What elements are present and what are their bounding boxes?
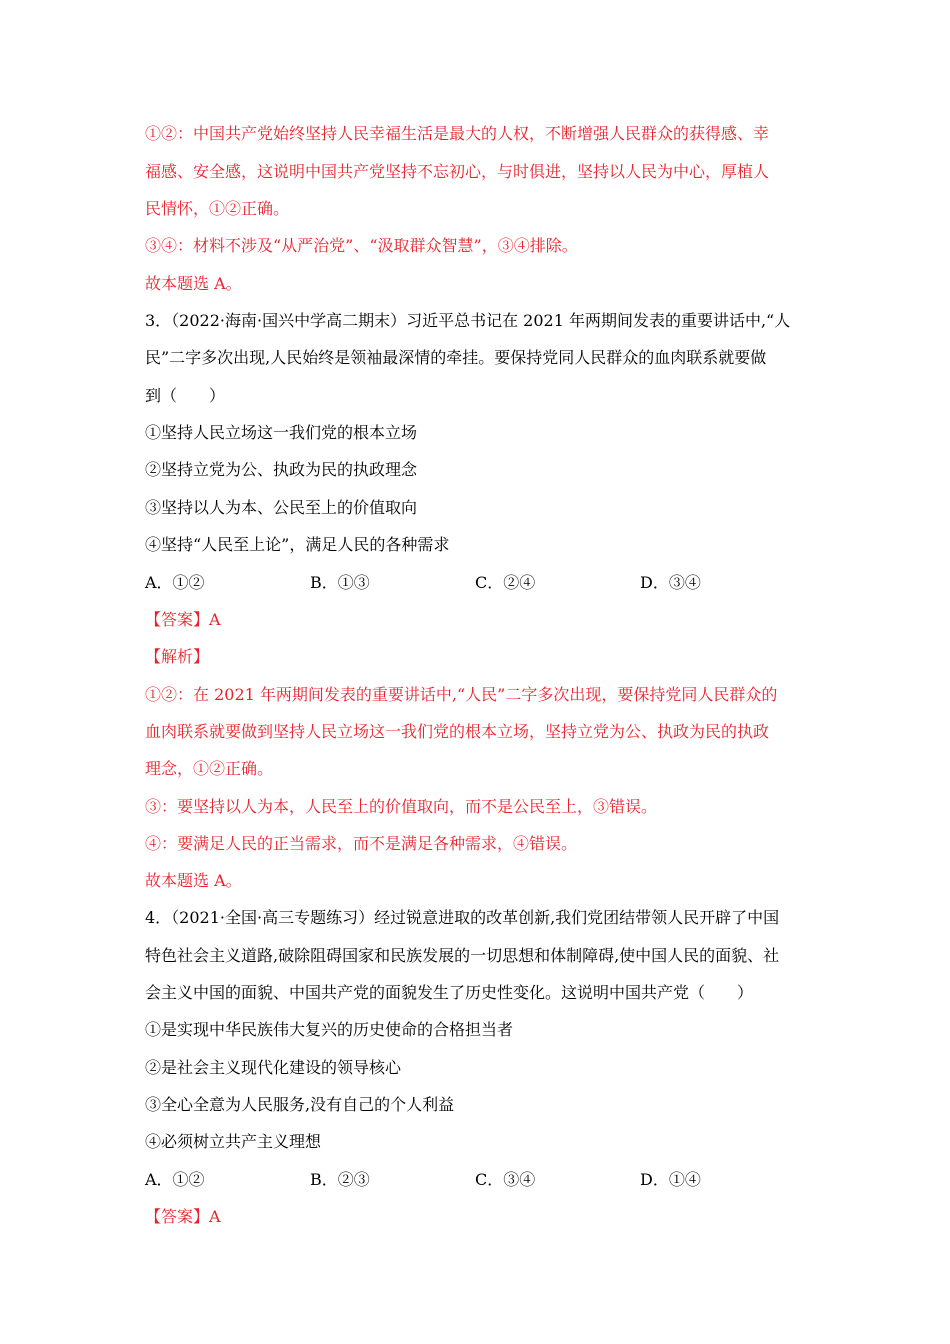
q3-analysis-label: 【解析】 [145,647,210,666]
q3-option-c: C．②④ [475,573,536,592]
q3-analysis-line-4: ③：要坚持以人为本，人民至上的价值取向，而不是公民至上，③错误。 [145,797,658,816]
q4-item-2: ②是社会主义现代化建设的领导核心 [145,1058,402,1077]
q4-item-3: ③全心全意为人民服务,没有自己的个人利益 [145,1095,455,1114]
q3-conclusion: 故本题选 A。 [145,871,242,890]
q3-item-4: ④坚持“人民至上论”，满足人民的各种需求 [145,535,450,554]
q3-analysis-line-5: ④：要满足人民的正当需求，而不是满足各种需求，④错误。 [145,834,578,853]
q3-option-a: A．①② [145,573,205,592]
q4-item-4: ④必须树立共产主义理想 [145,1132,322,1151]
q4-stem-line-2: 特色社会主义道路,破除阻碍国家和民族发展的一切思想和体制障碍,使中国人民的面貌、社 [145,946,780,965]
q3-stem-line-2: 民”二字多次出现,人民始终是领袖最深情的牵挂。要保持党同人民群众的血肉联系就要做 [145,348,767,367]
q2-analysis-line-3: 民情怀，①②正确。 [145,199,290,218]
q4-item-1: ①是实现中华民族伟大复兴的历史使命的合格担当者 [145,1020,514,1039]
q2-analysis-line-2: 福感、安全感，这说明中国共产党坚持不忘初心，与时俱进，坚持以人民为中心，厚植人 [145,162,770,181]
q3-analysis-line-2: 血肉联系就要做到坚持人民立场这一我们党的根本立场，坚持立党为公、执政为民的执政 [145,722,770,741]
q3-answer: 【答案】A [145,610,221,629]
q4-option-c: C．③④ [475,1170,536,1189]
q3-stem-line-3: 到（ ） [145,386,226,405]
q4-option-b: B．②③ [310,1170,370,1189]
q3-option-d: D．③④ [640,573,701,592]
q2-analysis-line-4: ③④：材料不涉及“从严治党”、“汲取群众智慧”，③④排除。 [145,236,578,255]
q4-answer: 【答案】A [145,1207,221,1226]
q3-analysis-line-3: 理念，①②正确。 [145,759,274,778]
q2-analysis-line-1: ①②：中国共产党始终坚持人民幸福生活是最大的人权，不断增强人民群众的获得感、幸 [145,124,770,143]
q3-item-3: ③坚持以人为本、公民至上的价值取向 [145,498,418,517]
q4-stem-line-3: 会主义中国的面貌、中国共产党的面貌发生了历史性变化。这说明中国共产党（ ） [145,983,754,1002]
q4-option-a: A．①② [145,1170,205,1189]
q3-item-1: ①坚持人民立场这一我们党的根本立场 [145,423,418,442]
q3-analysis-line-1: ①②：在 2021 年两期间发表的重要讲话中,“人民”二字多次出现，要保持党同人民群众的 [145,685,778,704]
q3-item-2: ②坚持立党为公、执政为民的执政理念 [145,460,418,479]
q2-conclusion: 故本题选 A。 [145,274,242,293]
q4-option-d: D．①④ [640,1170,701,1189]
q4-stem-line-1: 4．（2021·全国·高三专题练习）经过锐意进取的改革创新,我们党团结带领人民开辟了中国 [145,908,780,927]
q3-option-b: B．①③ [310,573,370,592]
q3-stem-line-1: 3．（2022·海南·国兴中学高二期末）习近平总书记在 2021 年两期间发表的重要讲话中,“人 [145,311,791,330]
